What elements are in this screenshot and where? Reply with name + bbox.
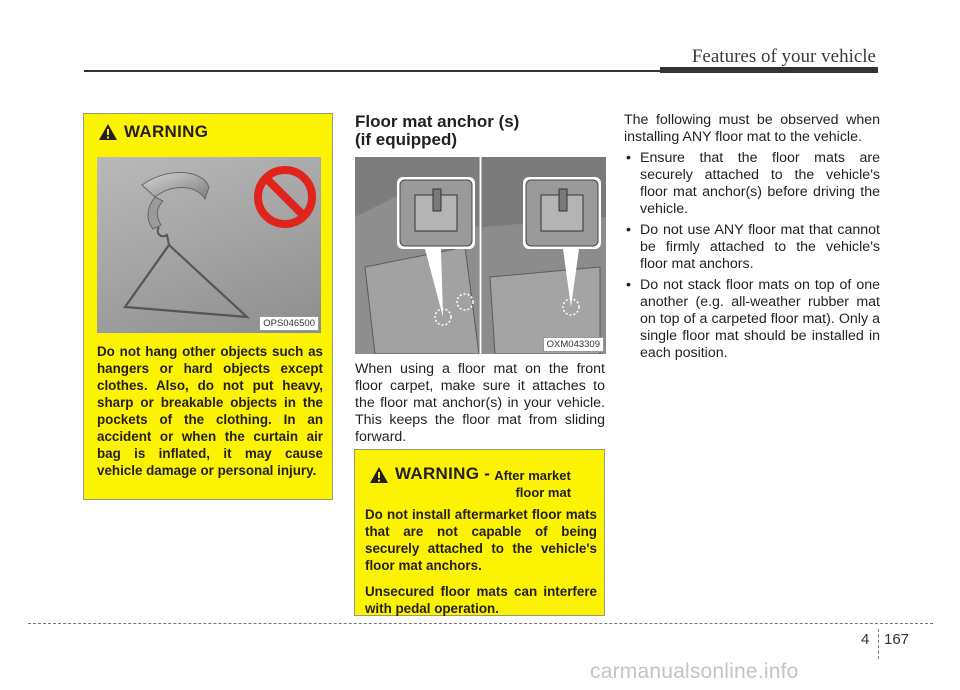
section-body-text: When using a floor mat on the front floor carpet, make sure it attaches to the floor mat anchor(s) in your vehicle. This keeps the floor mat from sliding forward.: [355, 361, 605, 445]
warning-triangle-icon: [98, 123, 118, 141]
warning-text: [97, 343, 323, 488]
guidelines-list: [624, 150, 880, 362]
photo-code-label: OPS046500: [259, 316, 319, 331]
warning-paragraph: Do not hang other objects such as hangers or hard objects except clothes. Also, do not put heavy, sharp or breakable objects in the pockets of the clothing. In an accident or when the curtain air bag is inflated, it may cause vehicle damage or personal injury.: [97, 344, 323, 478]
warning-triangle-icon: [369, 466, 389, 484]
page-header-title: Features of your vehicle: [691, 46, 876, 67]
floor-mat-anchor-photo: [355, 157, 606, 354]
warning-heading: [98, 122, 208, 142]
list-item: • Ensure that the floor mats are securely attached to the vehicle's floor mat anchor(s) before driving the vehicle.: [624, 150, 880, 218]
warning-box-aftermarket: [354, 449, 605, 616]
warning-heading: [369, 464, 592, 501]
chapter-number: 4: [861, 631, 870, 648]
header-rule-accent: [660, 67, 878, 73]
warning-text: [365, 506, 597, 626]
section-title-line2: (if equipped): [355, 130, 457, 149]
hanger-illustration: [97, 157, 321, 333]
footer-rule: [28, 623, 933, 624]
header-rule: [84, 70, 662, 72]
installation-guidelines: [624, 112, 880, 366]
warning-label: WARNING -: [395, 464, 491, 483]
footer-divider: [878, 629, 879, 659]
warning-subtitle: [494, 464, 592, 501]
warning-paragraph-2: Unsecured floor mats can interfere with pedal operation.: [365, 584, 597, 616]
warning-subtitle-line1: After market: [494, 468, 571, 483]
section-title-line1: Floor mat anchor (s): [355, 112, 520, 131]
floor-mat-photo-art: [355, 157, 606, 354]
list-item: • Do not use ANY floor mat that cannot be firmly attached to the vehicle's floor mat anchors.: [624, 222, 880, 273]
list-item: • Do not stack floor mats on top of one another (e.g. all-weather rubber mat on top of a carpeted floor mat). Only a single floor mat should be installed in each position.: [624, 277, 880, 362]
guidelines-intro: The following must be observed when installing ANY floor mat to the vehicle.: [624, 112, 880, 145]
hanger-photo-art: [97, 157, 321, 333]
page-number: 167: [884, 631, 910, 648]
section-title: [355, 113, 605, 149]
photo-code-label: OXM043309: [543, 337, 604, 352]
prohibition-icon: [258, 170, 312, 224]
warning-label: WARNING: [124, 122, 209, 141]
warning-box-hangers: [83, 113, 333, 500]
warning-paragraph-1: Do not install aftermarket floor mats that are not capable of being securely attached to the vehicle's floor mat anchors.: [365, 507, 597, 573]
watermark-text: carmanualsonline.info: [590, 660, 799, 683]
warning-subtitle-line2: floor mat: [515, 485, 572, 500]
